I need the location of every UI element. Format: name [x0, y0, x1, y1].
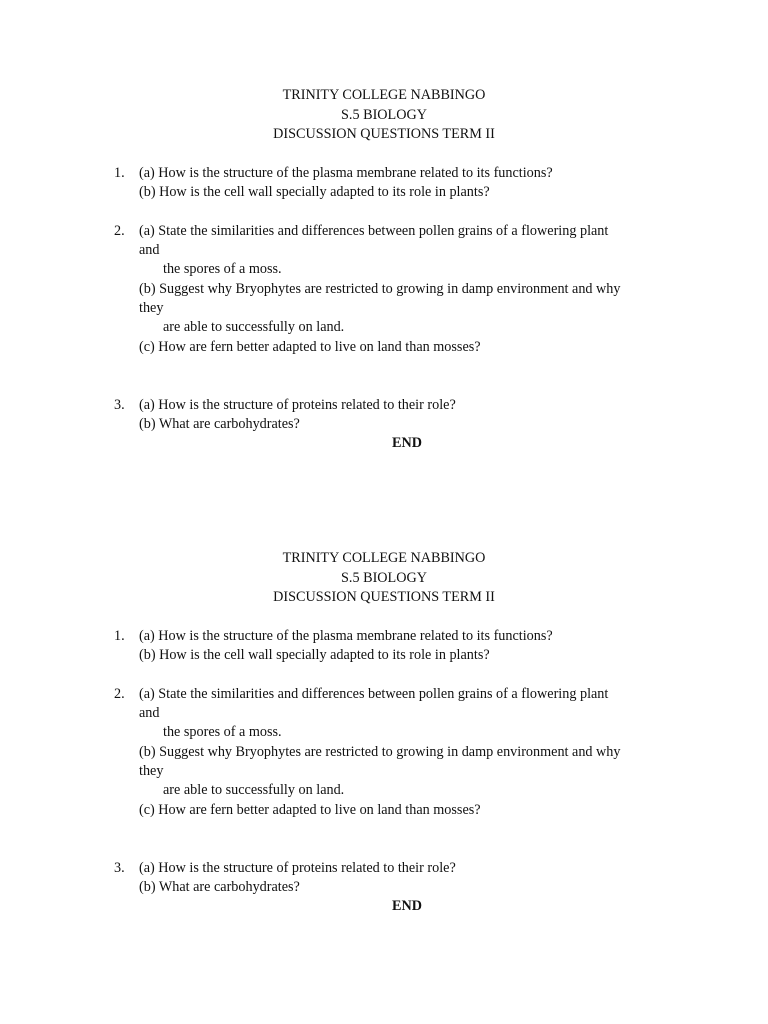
- question-line: (b) What are carbohydrates?: [139, 416, 300, 432]
- question-line: (c) How are fern better adapted to live on land than mosses?: [139, 802, 481, 818]
- question-line: (b) Suggest why Bryophytes are restricted to growing in damp environment and why: [139, 281, 621, 297]
- end-label: END: [392, 898, 422, 914]
- question-line: and: [139, 705, 160, 721]
- question-line: (b) How is the cell wall specially adapted to its role in plants?: [139, 647, 490, 663]
- question-number: 3.: [114, 860, 125, 876]
- question-line: (b) Suggest why Bryophytes are restricted to growing in damp environment and why: [139, 744, 621, 760]
- question-line: (c) How are fern better adapted to live on land than mosses?: [139, 339, 481, 355]
- question-number: 2.: [114, 223, 125, 239]
- question-number: 1.: [114, 628, 125, 644]
- question-line: and: [139, 242, 160, 258]
- question-line: (b) How is the cell wall specially adapted to its role in plants?: [139, 184, 490, 200]
- class-subject: S.5 BIOLOGY: [341, 570, 427, 586]
- question-line: they: [139, 763, 164, 779]
- question-number: 3.: [114, 397, 125, 413]
- question-number: 2.: [114, 686, 125, 702]
- question-line: (a) How is the structure of the plasma membrane related to its functions?: [139, 628, 553, 644]
- school-name: TRINITY COLLEGE NABBINGO: [282, 550, 486, 566]
- question-line: are able to successfully on land.: [163, 319, 345, 335]
- question-number: 1.: [114, 165, 125, 181]
- question-line: (a) How is the structure of the plasma membrane related to its functions?: [139, 165, 553, 181]
- question-line: (a) State the similarities and differences between pollen grains of a flowering plant: [139, 686, 609, 702]
- question-line: (a) How is the structure of proteins related to their role?: [139, 860, 456, 876]
- question-line: the spores of a moss.: [163, 261, 282, 277]
- question-line: (a) State the similarities and differences between pollen grains of a flowering plant: [139, 223, 609, 239]
- question-line: (b) What are carbohydrates?: [139, 879, 300, 895]
- school-name: TRINITY COLLEGE NABBINGO: [282, 87, 486, 103]
- class-subject: S.5 BIOLOGY: [341, 107, 427, 123]
- sheet-title: DISCUSSION QUESTIONS TERM II: [273, 589, 495, 605]
- sheet-title: DISCUSSION QUESTIONS TERM II: [273, 126, 495, 142]
- question-line: they: [139, 300, 164, 316]
- question-line: (a) How is the structure of proteins related to their role?: [139, 397, 456, 413]
- end-label: END: [392, 435, 422, 451]
- question-line: are able to successfully on land.: [163, 782, 345, 798]
- question-line: the spores of a moss.: [163, 724, 282, 740]
